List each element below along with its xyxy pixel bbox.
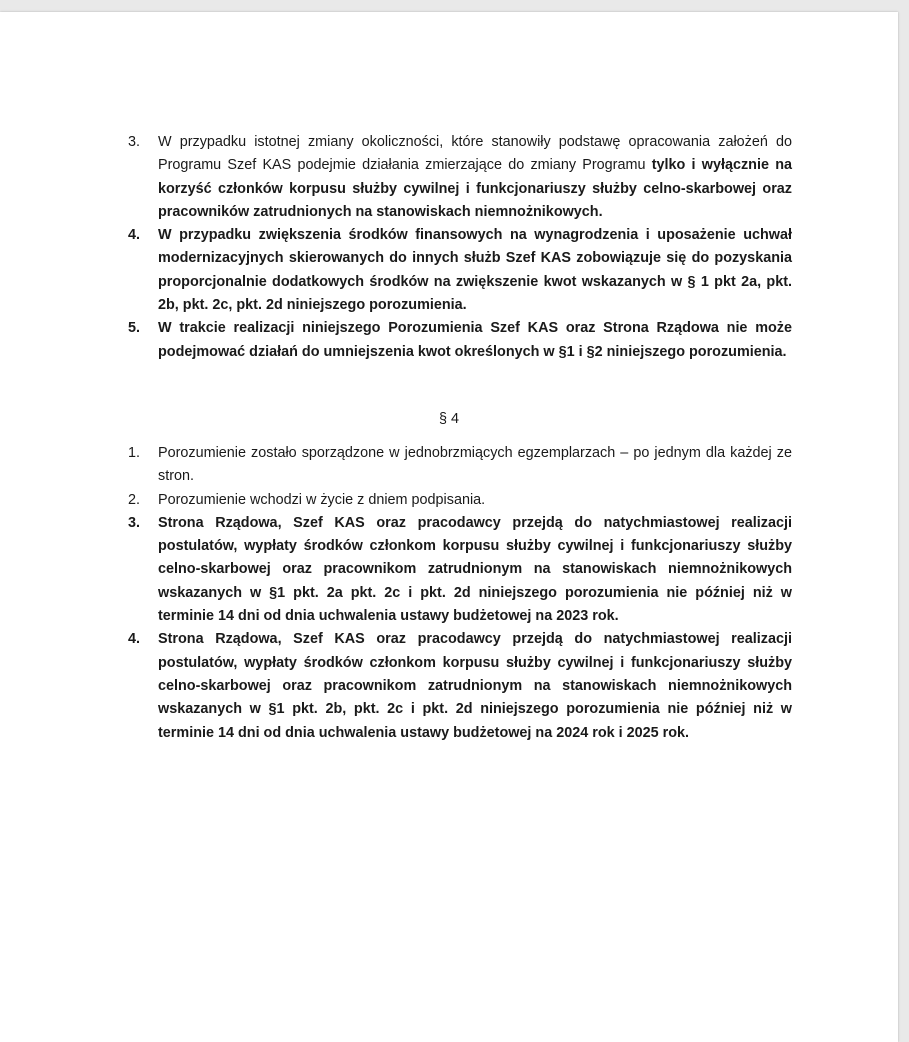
item-number: 4. [128, 631, 141, 648]
list-item [128, 628, 792, 744]
item-text-plain: Porozumienie wchodzi w życie z dniem podpisania. [158, 491, 486, 508]
item-number: 1. [128, 445, 141, 461]
item-number: 3. [128, 134, 141, 150]
list-item [128, 131, 792, 224]
item-text-plain: Porozumienie zostało sporządzone w jednobrzmiących egzemplarzach – po jednym dla każdej ze stron. [158, 445, 792, 485]
item-number: 4. [128, 227, 141, 244]
item-text-bold: tylko i wyłącznie na korzyść członków korpusu służby cywilnej i funkcjonariuszy służby celno-skarbowej oraz pracowników zatrudnionych na stanowiskach niemnożnikowych. [158, 157, 792, 220]
list-item [128, 317, 792, 364]
document-page [0, 12, 898, 1042]
paragraph-list-continued [128, 131, 792, 364]
item-text-plain: W przypadku istotnej zmiany okoliczności, które stanowiły podstawę opracowania założeń do Programu Szef KAS podejmie działania zmierzające do zmiany Programu [158, 134, 792, 174]
list-item [128, 442, 792, 489]
item-text-bold: W trakcie realizacji niniejszego Porozumienia Szef KAS oraz Strona Rządowa nie może podejmować działań do umniejszenia kwot określonych w §1 i §2 niniejszego porozumienia. [158, 320, 792, 360]
item-number: 5. [128, 320, 141, 337]
item-text [158, 131, 792, 224]
paragraph-list-section-4 [128, 442, 792, 745]
item-number: 3. [128, 514, 141, 531]
list-item [128, 512, 792, 628]
item-text-bold: Strona Rządowa, Szef KAS oraz pracodawcy przejdą do natychmiastowej realizacji postulatów, wypłaty środków członkom korpusu służby cywilnej i funkcjonariuszy służby celno-skarbowej oraz pracownikom zatrudnionym na stanowiskach niemnożnikowych wskazanych w §1 pkt. 2a pkt. 2c i pkt. 2d niniejszego porozumienia nie później niż w terminie 14 dni od dnia uchwalenia ustawy budżetowej na 2023 rok. [158, 514, 792, 625]
list-item [128, 489, 792, 512]
section-title: § 4 [438, 411, 459, 427]
list-item [128, 224, 792, 317]
item-number: 2. [128, 491, 141, 508]
item-text-bold: W przypadku zwiększenia środków finansowych na wynagrodzenia i uposażenie uchwał modernizacyjnych skierowanych do innych służb Szef KAS zobowiązuje się do pozyskania proporcjonalnie dodatkowych środków na zwiększenie kwot wskazanych w § 1 pkt 2a, pkt. 2b, pkt. 2c, pkt. 2d niniejszego porozumienia. [158, 227, 792, 314]
item-text-bold: Strona Rządowa, Szef KAS oraz pracodawcy przejdą do natychmiastowej realizacji postulatów, wypłaty środków członkom korpusu służby cywilnej i funkcjonariuszy służby celno-skarbowej oraz pracownikom zatrudnionym na stanowiskach niemnożnikowych wskazanych w §1 pkt. 2b, pkt. 2c i pkt. 2d niniejszego porozumienia nie później niż w terminie 14 dni od dnia uchwalenia ustawy budżetowej na 2024 rok i 2025 rok. [158, 631, 792, 741]
